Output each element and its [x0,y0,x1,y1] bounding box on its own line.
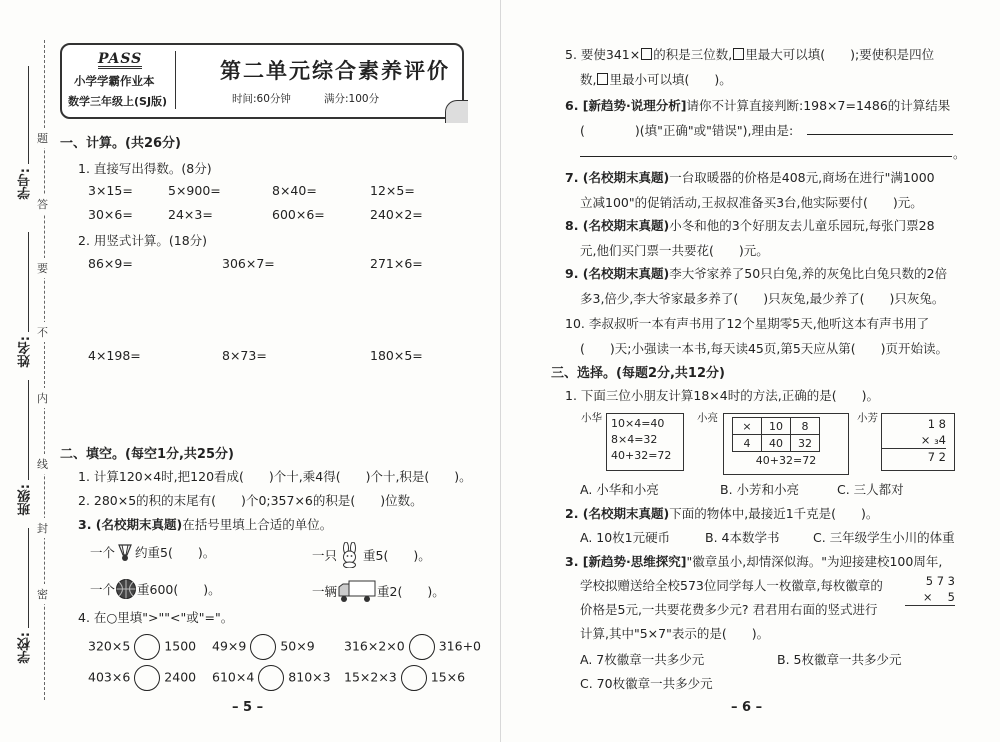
blank-box[interactable] [641,48,652,60]
blank-box[interactable] [733,48,744,60]
unit-item-rabbit [312,542,431,571]
question-2-2: 2. 280×5的积的末尾有( )个0;357×6的积是( )位数。 [78,493,423,508]
seal-char: 不 [37,322,48,342]
vertical-calc-item: 8×73= [222,348,267,363]
unit-item-basketball [90,578,221,603]
unit-post: 重5( )。 [363,548,431,563]
question-2-7-line1 [565,168,935,186]
compare-item [344,634,481,660]
method-xiaohua [606,413,684,471]
vertical-calc-item: 306×7= [222,256,275,271]
compare-right: 1500 [164,638,197,654]
unit-post: 重600( )。 [137,582,221,597]
calc-item: 12×5= [370,183,415,198]
blank-box[interactable] [597,73,608,85]
q-text: 一台取暖器的价格是408元,商场在进行"满1000 [669,170,935,185]
name-label: 姓名: [18,336,33,368]
option-b[interactable]: B. 4本数学书 [705,530,780,545]
question-2-9-line2: 多3,倍少,李大爷家最多养了( )只灰兔,最少养了( )只灰兔。 [580,291,945,306]
calc-item: 600×6= [272,207,325,222]
section-3-title: 三、选择。(每题2分,共12分) [551,366,725,381]
method-line: × ₃4 [882,432,946,449]
compare-circle[interactable] [250,634,276,660]
pass-logo: PASS [98,51,143,67]
area-model-table [732,417,820,452]
q-text: 5. 要使341× [565,47,641,62]
exam-time: 时间:60分钟 [232,93,291,105]
choice-2 [565,504,878,522]
q-text: 数, [580,72,597,87]
compare-item [212,634,315,660]
student-name-xiaohua: 小华 [581,412,602,424]
compare-left: 403×6 [88,669,131,685]
question-2-3 [78,515,332,533]
question-2-9-line1 [565,264,947,282]
method-line: 5 7 3 [925,574,955,588]
unit-pre: 一个 [90,545,116,560]
compare-circle[interactable] [134,634,160,660]
page-number: – 5 – [232,700,264,715]
q-text: 里最小可以填( )。 [609,72,732,87]
compare-right: 316+0 [438,638,482,654]
compare-left: 316×2×0 [344,638,405,654]
compare-item [88,634,196,660]
method-line: 8×4=32 [611,433,658,446]
exam-score: 满分:100分 [324,93,380,105]
unit-post: 重2( )。 [377,584,445,599]
series-name: 小学学霸作业本 [74,74,155,88]
question-tag: 7. (名校期末真题) [565,170,670,185]
option-c[interactable]: C. 70枚徽章一共多少元 [580,676,713,691]
student-id-label: 学号: [18,168,33,200]
question-tag: 9. (名校期末真题) [565,266,670,281]
header-divider [175,51,176,109]
option-b[interactable]: B. 5枚徽章一共多少元 [777,652,902,667]
class-label: 班级: [18,484,33,516]
unit-pre: 一只 [312,548,338,563]
question-2-8-line2: 元,他们买门票一共要花( )元。 [580,243,769,258]
method-line: 40+32=72 [755,454,817,467]
calc-item: 24×3= [168,207,213,222]
unit-pre: 一个 [90,582,116,597]
calc-item: 30×6= [88,207,133,222]
option-c[interactable]: C. 三年级学生小川的体重 [813,530,955,545]
name-field[interactable] [28,232,29,332]
question-2-5-line2 [580,70,732,88]
grid-cell: 8 [791,418,820,435]
grid-cell: 32 [791,435,820,452]
grid-cell: 4 [733,435,762,452]
q-text: 的积是三位数, [653,47,733,62]
unit-item-shuttlecock [90,542,215,565]
section-2-title: 二、填空。(每空1分,共25分) [60,447,234,462]
compare-left: 610×4 [212,669,255,685]
question-2-6-line1 [565,96,950,114]
q-text: 李大爷家养了50只白兔,养的灰兔比白兔只数的2倍 [669,266,948,281]
binding-margin [0,0,58,742]
question-2-5-line1 [565,45,934,63]
vertical-multiplication [905,573,955,606]
student-name-xiaofang: 小芳 [857,412,878,424]
compare-circle[interactable] [409,634,435,660]
seal-char: 题 [37,128,48,148]
q-text: ( )(填"正确"或"错误"),理由是: [580,123,794,138]
choice-3-line2: 学校拟赠送给全校573位同学每人一枚徽章,每枚徽章的 [580,578,883,593]
compare-circle[interactable] [401,665,427,691]
unit-pre: 一辆 [312,584,338,599]
page-number: – 6 – [731,700,763,715]
compare-left: 49×9 [212,638,247,654]
question-2-10-line1: 10. 李叔叔听一本有声书用了12个星期零5天,他听这本有声书用了 [565,316,930,331]
method-xiaoliang [723,413,849,475]
option-a[interactable]: A. 7枚徽章一共多少元 [580,652,705,667]
calc-item: 3×15= [88,183,133,198]
reason-answer-line[interactable] [807,134,953,135]
compare-right: 810×3 [288,669,331,685]
choice-3-line4: 计算,其中"5×7"表示的是( )。 [580,626,770,641]
method-line: 40+32=72 [611,449,672,462]
compare-right: 50×9 [280,638,315,654]
choice-1: 1. 下面三位小朋友计算18×4时的方法,正确的是( )。 [565,388,879,403]
question-tag: 8. (名校期末真题) [565,218,670,233]
question-1-1: 1. 直接写出得数。(8分) [78,161,212,176]
choice-3-line3: 价格是5元,一共要花费多少元? 君君用右面的竖式进行 [580,602,878,617]
question-2-10-line2: ( )天;小强读一本书,每天读45页,第5天应从第( )页开始读。 [580,341,949,356]
compare-item [88,665,196,691]
seal-char: 要 [37,258,48,278]
truck-icon [337,578,377,607]
option-c[interactable]: C. 三人都对 [837,482,904,497]
school-field[interactable] [28,528,29,628]
exam-title: 第二单元综合素养评价 [220,58,450,83]
calc-item: 8×40= [272,183,317,198]
question-2-6-line2 [580,121,793,139]
option-b[interactable]: B. 小芳和小亮 [720,482,800,497]
vertical-calc-item: 271×6= [370,256,423,271]
seal-char: 密 [37,584,48,604]
grade-label: 数学三年级上(SJ版) [68,95,168,108]
q-text: 小冬和他的3个好朋友去儿童乐园玩,每张门票28 [669,218,935,233]
question-text: 在括号里填上合适的单位。 [182,517,333,532]
exam-header [60,43,464,119]
unit-item-truck [312,578,445,607]
vertical-calc-item: 4×198= [88,348,141,363]
grid-cell: 40 [762,435,791,452]
seal-char: 答 [37,194,48,214]
section-1-title: 一、计算。(共26分) [60,136,181,151]
seal-char: 内 [37,388,48,408]
student-name-xiaoliang: 小亮 [697,412,718,424]
question-2-7-line2: 立减100"的促销活动,王叔叔准备买3台,他实际要付( )元。 [580,195,923,210]
option-a[interactable]: A. 10枚1元硬币 [580,530,671,545]
question-tag: 3. [新趋势·思维探究] [565,554,687,569]
question-1-2: 2. 用竖式计算。(18分) [78,233,208,248]
choice-3-line1 [565,552,942,570]
compare-right: 15×6 [430,669,466,685]
q-text: 里最大可以填( );要使积是四位 [745,47,935,62]
question-tag: 2. (名校期末真题) [565,506,670,521]
grid-cell: × [733,418,762,435]
calc-item: 5×900= [168,183,221,198]
vertical-calc-item: 180×5= [370,348,423,363]
option-a[interactable]: A. 小华和小亮 [580,482,659,497]
shuttlecock-icon [115,542,135,565]
method-xiaofang [881,413,955,471]
calc-item: 240×2= [370,207,423,222]
compare-circle[interactable] [134,665,160,691]
question-tag: 6. [新趋势·说理分析] [565,98,687,113]
method-line: × 5 [905,589,955,606]
rabbit-icon [337,542,363,571]
question-2-4: 4. 在○里填">""<"或"="。 [78,610,234,625]
seal-char: 封 [37,518,48,538]
question-tag: 3. (名校期末真题) [78,517,183,532]
compare-right: 2400 [164,669,197,685]
student-id-field[interactable] [28,66,29,164]
compare-item [344,665,465,691]
method-line: 7 2 [927,450,946,464]
q-text: "徽章虽小,却情深似海。"为迎接建校100周年, [686,554,943,569]
reason-answer-line[interactable] [580,156,952,157]
compare-left: 320×5 [88,638,131,654]
question-2-8-line1 [565,216,935,234]
q-text: 。 [953,146,966,161]
compare-circle[interactable] [258,665,284,691]
compare-item [212,665,331,691]
right-page [500,0,1000,742]
vertical-calc-item: 86×9= [88,256,133,271]
page-curl [445,100,468,123]
school-label: 学校: [18,632,33,664]
grid-cell: 10 [762,418,791,435]
basketball-icon [115,578,137,603]
q-text: 请你不计算直接判断:198×7=1486的计算结果 [686,98,951,113]
method-line: 1 8 [927,417,946,431]
compare-left: 15×2×3 [344,669,397,685]
unit-post: 约重5( )。 [135,545,216,560]
q-text: 下面的物体中,最接近1千克是( )。 [669,506,879,521]
question-2-1: 1. 计算120×4时,把120看成( )个十,乘4得( )个十,积是( )。 [78,469,472,484]
method-line: 10×4=40 [611,417,665,430]
seal-char: 线 [37,454,48,474]
class-field[interactable] [28,380,29,480]
